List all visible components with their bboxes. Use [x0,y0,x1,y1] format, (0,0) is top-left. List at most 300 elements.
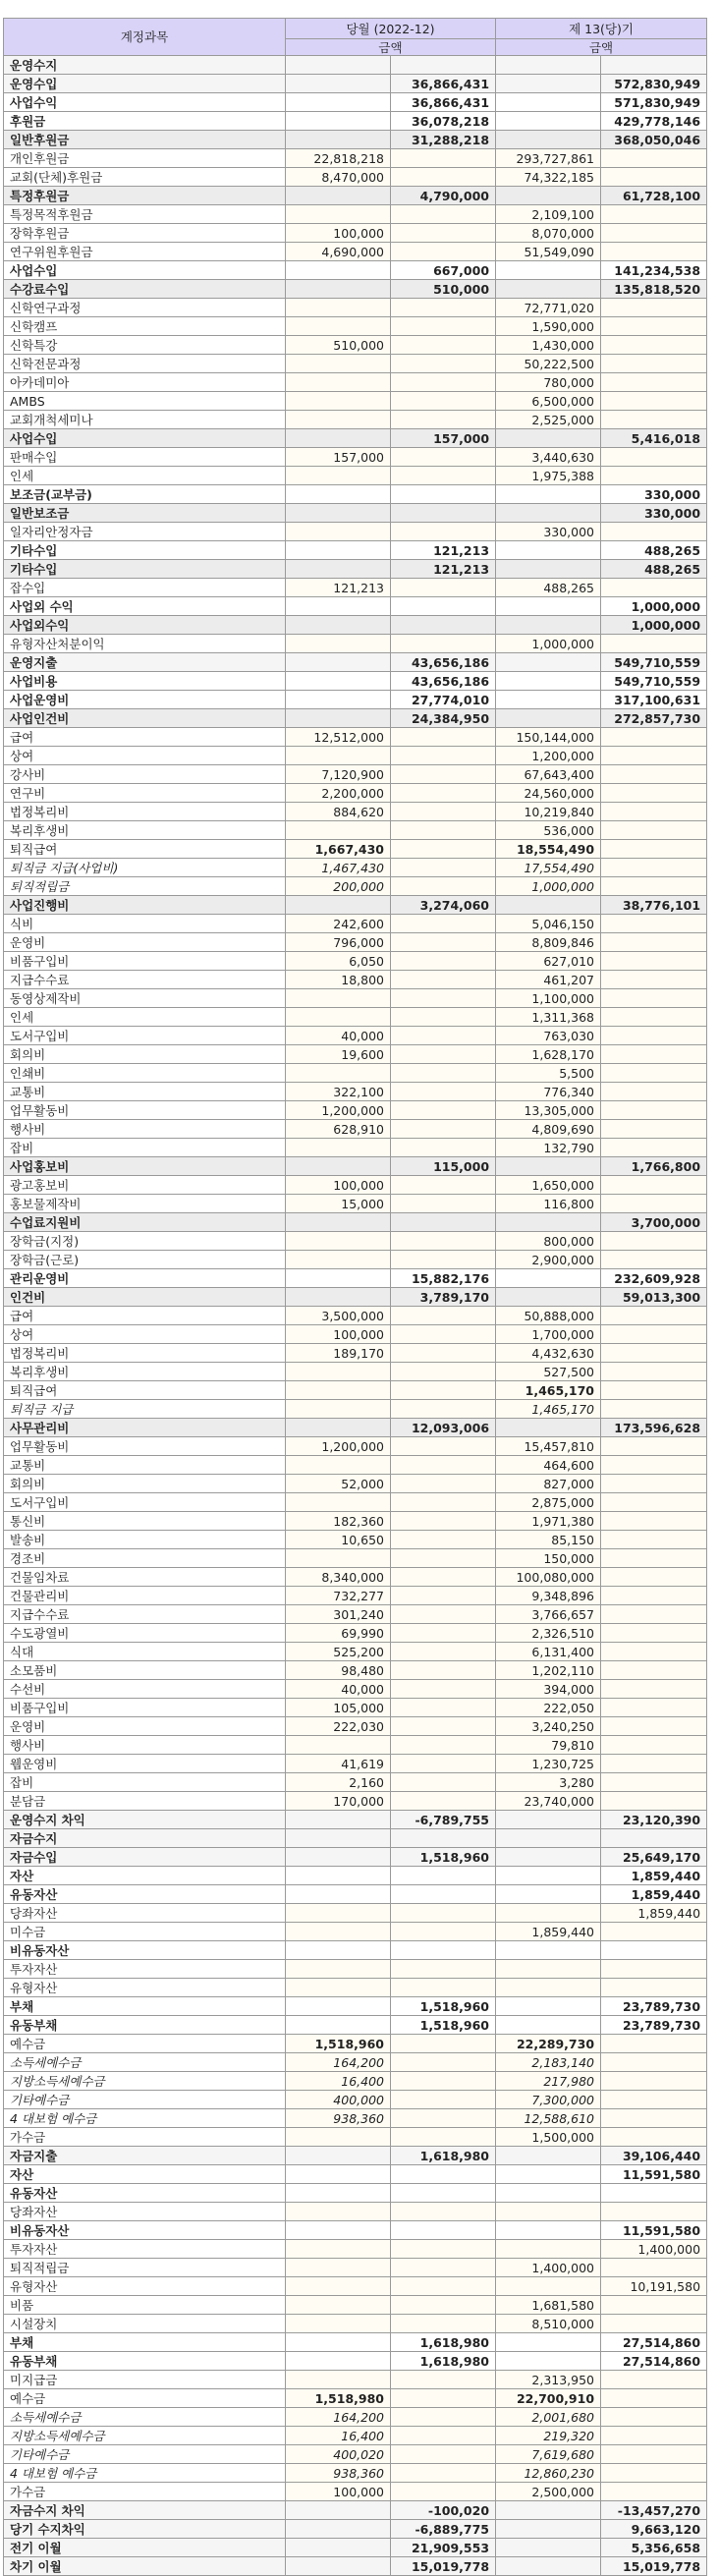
table-row [4,2035,707,2053]
month-detail-amount-cell: 1,667,430 [286,840,391,859]
year-total-amount-cell [601,336,707,355]
account-name-cell: 급여 [4,728,286,747]
month-detail-amount-cell: 1,518,960 [286,2035,391,2053]
table-row [4,1232,707,1251]
account-name-cell: 행사비 [4,1120,286,1139]
table-row [4,709,707,728]
year-total-amount-cell: 429,778,146 [601,112,707,131]
table-row [4,317,707,336]
account-name-cell: 퇴직적립금 [4,877,286,896]
table-row [4,299,707,317]
month-total-amount-cell [391,1213,496,1232]
month-detail-amount-cell: 100,000 [286,1176,391,1195]
month-total-amount-cell [391,1101,496,1120]
account-name-cell: 비품구입비 [4,952,286,971]
month-detail-amount-cell: 18,800 [286,971,391,989]
table-row [4,1755,707,1773]
year-detail-amount-cell: 1,230,725 [496,1755,601,1773]
month-total-amount-cell [391,1344,496,1363]
month-detail-amount-cell [286,896,391,915]
month-detail-amount-cell: 1,467,430 [286,859,391,877]
account-name-cell: 지방소득세예수금 [4,2427,286,2445]
month-total-amount-cell [391,2240,496,2259]
account-name-cell: 인건비 [4,1288,286,1307]
month-total-amount-cell [391,205,496,224]
table-row [4,448,707,467]
account-name-cell: 보조금(교부금) [4,485,286,504]
year-total-amount-cell: 61,728,100 [601,187,707,205]
year-total-amount-cell [601,1251,707,1269]
table-row [4,1792,707,1811]
account-name-cell: 자금수지 [4,1829,286,1848]
year-detail-amount-cell [496,1904,601,1923]
month-detail-amount-cell: 6,050 [286,952,391,971]
month-detail-amount-cell [286,1008,391,1027]
account-name-cell: 비유동자산 [4,1941,286,1960]
year-total-amount-cell [601,784,707,803]
table-row [4,597,707,616]
month-total-amount-cell [391,1867,496,1885]
table-row [4,859,707,877]
year-total-amount-cell [601,1531,707,1549]
account-name-cell: 자산 [4,2165,286,2184]
account-name-cell: 법정복리비 [4,1344,286,1363]
table-row [4,1904,707,1923]
account-name-cell: 수업료지원비 [4,1213,286,1232]
year-detail-amount-cell [496,2352,601,2371]
year-total-amount-cell: 572,830,949 [601,75,707,93]
table-row [4,560,707,579]
month-detail-amount-cell: 52,000 [286,1475,391,1493]
month-detail-amount-cell: 69,990 [286,1624,391,1643]
table-row [4,2259,707,2277]
table-row [4,2520,707,2539]
month-total-amount-cell [391,1568,496,1587]
account-name-cell: 기타수입 [4,541,286,560]
table-row [4,2352,707,2371]
month-detail-amount-cell [286,1848,391,1867]
month-detail-amount-cell: 100,000 [286,224,391,243]
month-detail-amount-cell [286,635,391,653]
table-row [4,728,707,747]
month-detail-amount-cell: 938,360 [286,2109,391,2128]
year-total-amount-cell [601,168,707,187]
month-detail-amount-cell [286,131,391,149]
table-row [4,1064,707,1083]
month-total-amount-cell [391,747,496,765]
year-total-amount-cell [601,448,707,467]
table-row [4,747,707,765]
month-detail-amount-cell [286,467,391,485]
table-row [4,1960,707,1979]
year-detail-amount-cell: 488,265 [496,579,601,597]
account-name-cell: 가수금 [4,2128,286,2147]
year-detail-amount-cell: 464,600 [496,1456,601,1475]
year-detail-amount-cell: 6,500,000 [496,392,601,411]
account-name-cell: 퇴직급여 [4,1381,286,1400]
year-total-amount-cell [601,989,707,1008]
table-row [4,261,707,280]
year-detail-amount-cell: 15,457,810 [496,1437,601,1456]
month-detail-amount-cell: 322,100 [286,1083,391,1101]
table-row [4,896,707,915]
account-name-cell: 상여 [4,1325,286,1344]
year-total-amount-cell [601,1176,707,1195]
year-total-amount-cell [601,728,707,747]
account-name-cell: 유동자산 [4,2184,286,2203]
month-detail-amount-cell [286,2128,391,2147]
month-detail-amount-cell [286,2520,391,2539]
month-detail-amount-cell [286,1363,391,1381]
month-total-amount-cell [391,971,496,989]
table-row [4,2277,707,2296]
month-total-amount-cell: 31,288,218 [391,131,496,149]
year-detail-amount-cell [496,2147,601,2165]
account-name-cell: 도서구입비 [4,1493,286,1512]
year-total-amount-cell: 23,789,730 [601,2016,707,2035]
month-total-amount-cell: 36,078,218 [391,112,496,131]
month-detail-amount-cell [286,2315,391,2333]
year-total-amount-cell [601,1568,707,1587]
month-detail-amount-cell [286,2277,391,2296]
month-detail-amount-cell [286,709,391,728]
year-detail-amount-cell: 293,727,861 [496,149,601,168]
account-name-cell: 식비 [4,915,286,933]
table-row [4,1400,707,1419]
year-total-amount-cell: 1,859,440 [601,1885,707,1904]
month-detail-amount-cell: 301,240 [286,1605,391,1624]
table-row [4,1885,707,1904]
table-row [4,485,707,504]
year-total-amount-cell [601,2427,707,2445]
year-detail-amount-cell: 8,070,000 [496,224,601,243]
table-row [4,2427,707,2445]
year-detail-amount-cell [496,112,601,131]
year-detail-amount-cell: 150,000 [496,1549,601,1568]
year-detail-amount-cell: 1,971,380 [496,1512,601,1531]
month-total-amount-cell: 1,518,960 [391,1997,496,2016]
year-detail-amount-cell: 1,100,000 [496,989,601,1008]
month-detail-amount-cell: 732,277 [286,1587,391,1605]
month-total-amount-cell [391,1195,496,1213]
account-name-cell: 신학캠프 [4,317,286,336]
month-total-amount-cell [391,1699,496,1717]
year-total-amount-cell: 1,859,440 [601,1904,707,1923]
month-total-amount-cell [391,2128,496,2147]
year-total-amount-cell [601,747,707,765]
month-detail-amount-cell: 16,400 [286,2072,391,2091]
year-detail-amount-cell: 17,554,490 [496,859,601,877]
month-detail-amount-cell [286,672,391,691]
table-row [4,168,707,187]
month-detail-amount-cell: 4,690,000 [286,243,391,261]
table-row [4,1008,707,1027]
year-total-amount-cell [601,1717,707,1736]
year-total-amount-cell [601,821,707,840]
month-total-amount-cell [391,1027,496,1045]
year-total-amount-cell [601,1941,707,1960]
year-detail-amount-cell [496,1885,601,1904]
year-detail-amount-cell: 6,131,400 [496,1643,601,1661]
year-total-amount-cell [601,2408,707,2427]
month-total-amount-cell [391,243,496,261]
year-total-amount-cell [601,299,707,317]
year-total-amount-cell: 1,400,000 [601,2240,707,2259]
year-detail-amount-cell: 2,109,100 [496,205,601,224]
month-detail-amount-cell [286,75,391,93]
year-total-amount-cell: 39,106,440 [601,2147,707,2165]
month-total-amount-cell [391,1307,496,1325]
year-detail-amount-cell: 5,500 [496,1064,601,1083]
year-total-amount-cell [601,1456,707,1475]
table-row [4,2483,707,2501]
month-total-amount-cell [391,1176,496,1195]
month-detail-amount-cell: 189,170 [286,1344,391,1363]
year-total-amount-cell [601,2184,707,2203]
year-detail-amount-cell [496,429,601,448]
account-name-cell: 관리운영비 [4,1269,286,1288]
month-detail-amount-cell [286,93,391,112]
year-total-amount-cell [601,1325,707,1344]
year-detail-amount-cell: 1,311,368 [496,1008,601,1027]
account-name-cell: 수도광열비 [4,1624,286,1643]
month-total-amount-cell [391,1904,496,1923]
month-detail-amount-cell [286,485,391,504]
account-name-cell: 당기 수지차익 [4,2520,286,2539]
month-total-amount-cell [391,448,496,467]
year-total-amount-cell [601,1307,707,1325]
table-row [4,1643,707,1661]
year-detail-amount-cell [496,1979,601,1997]
month-total-amount-cell: 36,866,431 [391,75,496,93]
year-detail-amount-cell: 10,219,840 [496,803,601,821]
account-name-cell: 유형자산 [4,1979,286,1997]
account-name-cell: 회의비 [4,1475,286,1493]
year-total-amount-cell [601,2389,707,2408]
table-row [4,467,707,485]
month-detail-amount-cell: 1,518,980 [286,2389,391,2408]
year-detail-amount-cell [496,2240,601,2259]
account-name-cell: 회의비 [4,1045,286,1064]
account-name-cell: 사업비용 [4,672,286,691]
year-total-amount-cell [601,224,707,243]
year-total-amount-cell [601,1605,707,1624]
month-total-amount-cell [391,616,496,635]
month-detail-amount-cell [286,1979,391,1997]
month-detail-amount-cell [286,1213,391,1232]
year-total-amount-cell [601,2072,707,2091]
account-name-cell: 시설장치 [4,2315,286,2333]
month-total-amount-cell [391,2221,496,2240]
account-name-cell: 교통비 [4,1083,286,1101]
table-row [4,205,707,224]
table-row [4,1848,707,1867]
table-row [4,2240,707,2259]
table-row [4,579,707,597]
month-total-amount-cell: 24,384,950 [391,709,496,728]
table-row [4,355,707,373]
year-detail-amount-cell: 800,000 [496,1232,601,1251]
month-total-amount-cell [391,1232,496,1251]
year-total-amount-cell [601,1624,707,1643]
month-detail-amount-cell [286,317,391,336]
account-name-cell: 운영지출 [4,653,286,672]
month-total-amount-cell [391,1008,496,1027]
year-detail-amount-cell: 13,305,000 [496,1101,601,1120]
month-detail-amount-cell [286,1960,391,1979]
month-total-amount-cell: 43,656,186 [391,653,496,672]
table-row [4,1736,707,1755]
year-total-amount-cell [601,2091,707,2109]
year-total-amount-cell: 1,000,000 [601,616,707,635]
year-detail-amount-cell: 2,183,140 [496,2053,601,2072]
year-detail-amount-cell: 1,500,000 [496,2128,601,2147]
table-row [4,877,707,896]
year-detail-amount-cell: 8,809,846 [496,933,601,952]
account-name-cell: 잡수입 [4,579,286,597]
year-detail-amount-cell [496,280,601,299]
account-name-cell: 4 대보험 예수금 [4,2464,286,2483]
table-row [4,112,707,131]
month-detail-amount-cell [286,2203,391,2221]
table-row [4,504,707,523]
month-total-amount-cell: 121,213 [391,560,496,579]
month-total-amount-cell: 27,774,010 [391,691,496,709]
month-detail-amount-cell [286,1923,391,1941]
table-row [4,1661,707,1680]
table-row [4,1568,707,1587]
account-name-cell: 유형자산 [4,2277,286,2296]
year-total-amount-cell: 488,265 [601,541,707,560]
month-detail-amount-cell: 1,200,000 [286,1101,391,1120]
month-detail-amount-cell [286,1400,391,1419]
year-total-amount-cell [601,840,707,859]
month-total-amount-cell [391,1493,496,1512]
account-name-cell: 일반후원금 [4,131,286,149]
account-name-cell: 복리후생비 [4,821,286,840]
year-total-amount-cell: 1,000,000 [601,597,707,616]
month-total-amount-cell [391,1475,496,1493]
year-detail-amount-cell [496,1867,601,1885]
month-total-amount-cell: 1,618,980 [391,2352,496,2371]
account-name-cell: 자금지출 [4,2147,286,2165]
month-total-amount-cell [391,840,496,859]
year-detail-amount-cell [496,1829,601,1848]
month-total-amount-cell [391,299,496,317]
year-detail-amount-cell: 1,590,000 [496,317,601,336]
table-row [4,1587,707,1605]
year-total-amount-cell [601,2109,707,2128]
year-detail-amount-cell: 4,809,690 [496,1120,601,1139]
year-detail-amount-cell: 627,010 [496,952,601,971]
table-row [4,1195,707,1213]
account-name-cell: 연구위원후원금 [4,243,286,261]
year-detail-amount-cell: 12,860,230 [496,2464,601,2483]
table-row [4,149,707,168]
year-total-amount-cell [601,1008,707,1027]
year-detail-amount-cell [496,2221,601,2240]
table-row [4,2408,707,2427]
year-total-amount-cell [601,2296,707,2315]
year-total-amount-cell: 25,649,170 [601,1848,707,1867]
account-name-cell: 특정후원금 [4,187,286,205]
month-total-amount-cell [391,467,496,485]
month-total-amount-cell [391,1680,496,1699]
table-row [4,336,707,355]
year-detail-amount-cell [496,261,601,280]
account-name-cell: 지방소득세예수금 [4,2072,286,2091]
year-total-amount-cell [601,635,707,653]
table-row [4,672,707,691]
year-detail-amount-cell: 2,313,950 [496,2371,601,2389]
month-total-amount-cell [391,504,496,523]
year-detail-amount-cell: 2,500,000 [496,2483,601,2501]
account-name-cell: 일반보조금 [4,504,286,523]
month-total-amount-cell [391,1531,496,1549]
account-name-cell: 식대 [4,1643,286,1661]
table-row [4,75,707,93]
table-row [4,1288,707,1307]
month-total-amount-cell [391,859,496,877]
account-name-cell: 사업홍보비 [4,1157,286,1176]
table-row [4,2557,707,2576]
month-total-amount-cell [391,915,496,933]
month-total-amount-cell [391,2445,496,2464]
account-name-cell: 전기 이월 [4,2539,286,2557]
account-name-cell: 자산 [4,1867,286,1885]
month-total-amount-cell [391,224,496,243]
table-row [4,411,707,429]
month-total-amount-cell [391,523,496,541]
table-row [4,187,707,205]
month-detail-amount-cell [286,1904,391,1923]
table-row [4,1979,707,1997]
account-name-cell: 운영수지 [4,56,286,75]
month-total-amount-cell [391,1045,496,1064]
table-row [4,635,707,653]
month-total-amount-cell [391,765,496,784]
month-total-amount-cell: 510,000 [391,280,496,299]
month-detail-amount-cell [286,1997,391,2016]
year-detail-amount-cell [496,56,601,75]
year-detail-amount-cell: 50,888,000 [496,1307,601,1325]
account-name-cell: 가수금 [4,2483,286,2501]
year-total-amount-cell: 1,766,800 [601,1157,707,1176]
month-total-amount-cell [391,1923,496,1941]
month-detail-amount-cell [286,504,391,523]
month-detail-amount-cell: 2,200,000 [286,784,391,803]
month-detail-amount-cell [286,616,391,635]
year-total-amount-cell [601,1475,707,1493]
month-detail-amount-cell: 525,200 [286,1643,391,1661]
month-total-amount-cell: 43,656,186 [391,672,496,691]
account-name-cell: 경조비 [4,1549,286,1568]
year-detail-amount-cell: 7,619,680 [496,2445,601,2464]
year-detail-amount-cell: 1,859,440 [496,1923,601,1941]
month-total-amount-cell [391,317,496,336]
table-row [4,933,707,952]
table-row [4,2539,707,2557]
month-detail-amount-cell [286,2501,391,2520]
month-detail-amount-cell [286,597,391,616]
year-detail-amount-cell [496,1157,601,1176]
month-detail-amount-cell [286,1549,391,1568]
year-detail-amount-cell: 1,681,580 [496,2296,601,2315]
month-total-amount-cell [391,392,496,411]
year-total-amount-cell: 232,609,928 [601,1269,707,1288]
month-total-amount-cell: 4,790,000 [391,187,496,205]
table-row [4,2333,707,2352]
